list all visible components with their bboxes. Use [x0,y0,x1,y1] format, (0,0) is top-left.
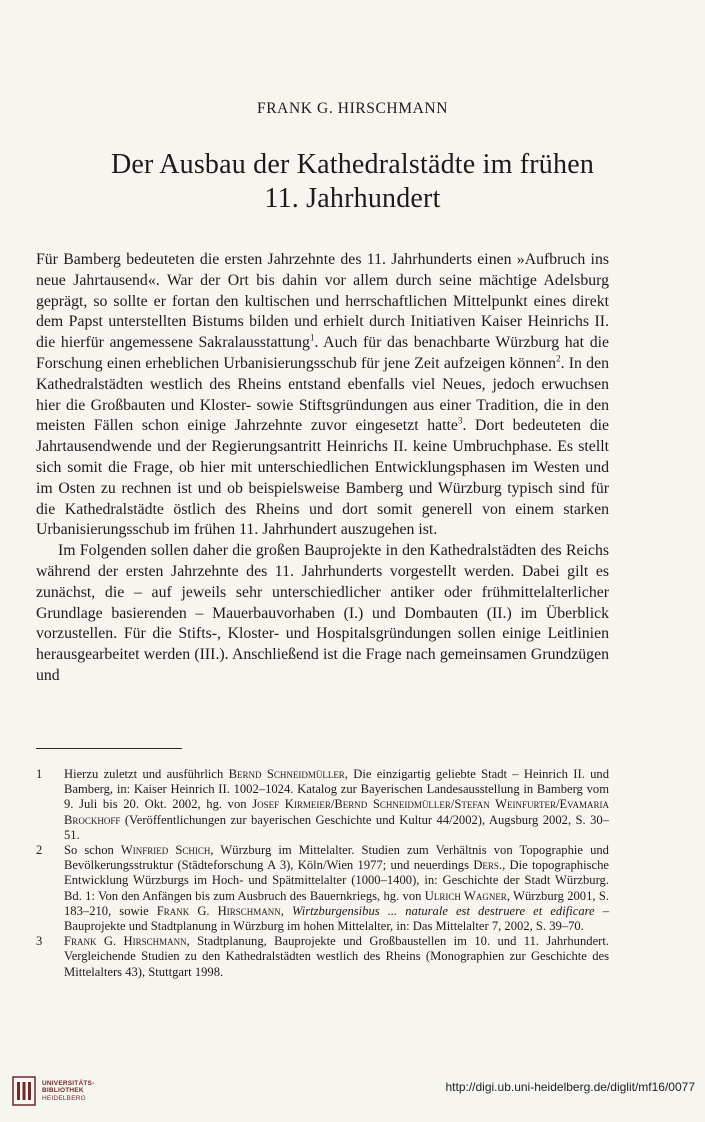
footnote-number: 1 [36,767,43,781]
footnote-3 [36,934,609,980]
footnote-text: So schon Winfried Schich, Würzburg im Mittelalter. Studien zum Verhältnis von Topographie und Bevölkerungsstruktur (Städteforschung A 3), Köln/Wien 1977; und neuerdings Ders., Die topographische Entwicklung Würzburgs im Hoch- und Spätmittelalter (1000–1400), in: Geschichte der Stadt Würzburg. Bd. 1: Von den Anfängen bis zum Ausbruch des Bauernkriegs, hg. von Ulrich Wagner, Würzburg 2001, S. 183–210, sowie Frank G. Hirschmann, Wirtzburgensibus ... naturale est destruere et edificare – Bauprojekte und Stadtplanung in Würzburg im hohen Mittelalter, in: Das Mittelalter 7, 2002, S. 39–70. [64,843,610,934]
library-logo [12,1076,94,1106]
paragraph-1-text-c: . In den Kathedralstädten westlich des Rheins entstand ebenfalls viel Neues, jedoch erwuchsen hier die Großbauten und Kloster- sowie Stiftsgründungen aus einer Tradition, die in den meisten Fällen schon einige Jahrzehnte zuvor eingesetzt hatte [36,354,609,435]
footnote-2 [36,843,609,934]
cited-author: Winfried Schich [120,843,211,858]
cited-editors: Josef Kirmeier/Bernd Schneidmüller/Stefan Weinfurter/Evamaria Brockhoff [64,797,610,827]
paragraph-2: Im Folgenden sollen daher die großen Bauprojekte in den Kathedralstädten des Reichs während der ersten Jahrzehnte des 11. Jahrhunderts vorgestellt werden. Dabei gilt es zunächst, die – auf jeweils sehr unterschiedlicher antiker oder frühmittelalterlicher Grundlage basierenden – Mauerbauvorhaben (I.) und Dombauten (II.) im Überblick vorzustellen. Für die Stifts-, Kloster- und Hospitalsgründungen sollen einige Leitlinien herausgearbeitet werden (III.). Anschließend ist die Frage nach gemeinsamen Grundzügen und [36,542,609,684]
article-body [36,250,609,687]
paragraph-1-text-d: . Dort bedeuteten die Jahrtausendwende und der Regierungsantritt Heinrichs II. keine Umbruchphase. Es stellt sich somit die Frage, ob hier mit unterschiedlichen Entwicklungsphasen im Westen und im Osten zu rechnen ist und ob beispielsweise Bamberg und Würzburg typisch sind für die Kathedralstädte östlich des Rheins und dort somit generell von einem starken Urbanisierungsschub im frühen 11. Jahrhundert auszugehen ist. [36,417,610,539]
library-logo-icon [12,1076,36,1106]
paragraph-1-text-a: Für Bamberg bedeuteten die ersten Jahrzehnte des 11. Jahrhunderts einen »Aufbruch ins neue Jahrtausend«. War der Ort bis dahin vor allem durch seine mächtige Adelsburg geprägt, so sollte er fortan den kultischen und herrschaftlichen Mittelpunkt eines direkt dem Papst unterstellten Bistums bilden und erhielt durch Initiativen Kaiser Heinrichs II. die hierfür angemessene Sakralausstattung [36,251,609,352]
article-title [40,148,665,216]
logo-line-3: HEIDELBERG [42,1094,86,1102]
title-line-2: 11. Jahrhundert [264,183,441,214]
cited-author: Ders. [473,858,503,873]
library-logo-text [42,1080,94,1103]
logo-line-1: UNIVERSITÄTS- [42,1079,95,1087]
footnote-number: 2 [36,843,43,858]
cited-title: Wirtzburgensibus ... naturale est destruere et edificare [291,903,595,918]
footnote-text: Frank G. Hirschmann, Stadtplanung, Bauprojekte und Großbaustellen im 10. und 11. Jahrhundert. Vergleichende Studien zu den Kathedralstädten westlich des Rheins (Monographien zur Geschichte des Mittelalters 43), Stuttgart 1998. [64,934,609,979]
title-line-1: Der Ausbau der Kathedralstädte im frühen [110,149,595,180]
author-name: FRANK G. HIRSCHMANN [257,100,448,117]
cited-author: Frank G. Hirschmann [64,934,187,949]
logo-line-2: BIBLIOTHEK [42,1087,84,1095]
footnote-ref-1: 1 [309,332,315,343]
cited-editor: Ulrich Wagner [424,888,507,903]
footnote-text: Hierzu zuletzt und ausführlich Bernd Schneidmüller, Die einzigartig geliebte Stadt – Heinrich II. und Bamberg, in: Kaiser Heinrich II. 1002–1024. Katalog zur Bayerischen Landesausstellung in Bamberg vom 9. Juli bis 20. Okt. 2002, hg. von Josef Kirmeier/Bernd Schneidmüller/Stefan Weinfurter/Evamaria Brockhoff (Veröffentlichungen zur bayerischen Geschichte und Kultur 44/2002), Augsburg 2002, S. 30–51. [64,767,610,842]
cited-author: Frank G. Hirschmann [156,903,281,918]
footnote-divider [36,748,182,749]
footnote-ref-2: 2 [556,353,561,364]
footnote-number: 3 [36,934,43,949]
source-url[interactable]: http://digi.ub.uni-heidelberg.de/diglit/mf16/0077 [445,1080,695,1094]
paragraph-1-text-b: . Auch für das benachbarte Würzburg hat die Forschung einen erheblichen Urbanisierungsschub für jene Zeit aufzeigen können [36,334,609,372]
footnotes [36,767,609,980]
footnote-ref-3: 3 [457,416,463,427]
footnote-1 [36,767,609,843]
cited-author: Bernd Schneidmüller [228,767,345,781]
paragraph-1 [36,250,609,541]
